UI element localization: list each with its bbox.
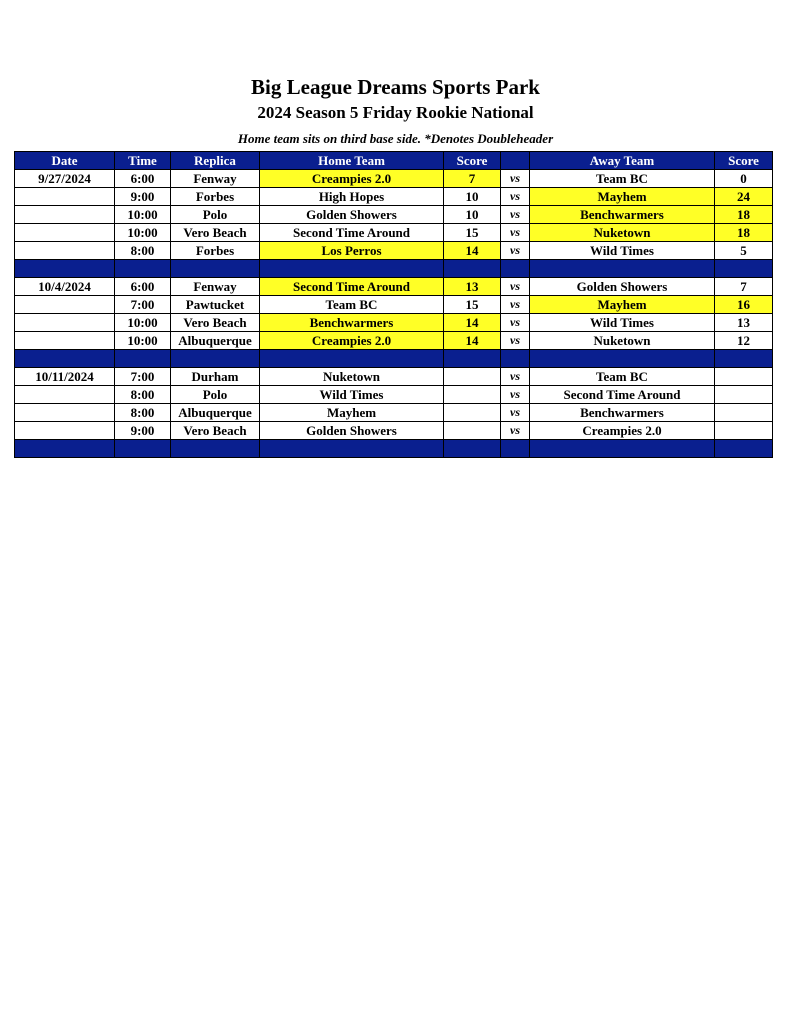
game-row [15, 188, 773, 206]
vs-label: vs [501, 332, 530, 350]
home-team: Creampies 2.0 [260, 332, 444, 350]
away-score [715, 386, 773, 404]
game-time: 8:00 [115, 404, 171, 422]
game-date [15, 296, 115, 314]
game-row [15, 332, 773, 350]
game-replica: Polo [171, 206, 260, 224]
game-time: 7:00 [115, 296, 171, 314]
home-team: Creampies 2.0 [260, 170, 444, 188]
separator-cell [715, 350, 773, 368]
separator-cell [444, 440, 501, 458]
game-time: 10:00 [115, 206, 171, 224]
away-score: 12 [715, 332, 773, 350]
separator-cell [115, 260, 171, 278]
vs-label: vs [501, 170, 530, 188]
game-date [15, 386, 115, 404]
game-row [15, 314, 773, 332]
vs-label: vs [501, 368, 530, 386]
header-home-score: Score [444, 152, 501, 170]
game-date [15, 242, 115, 260]
separator-cell [260, 260, 444, 278]
game-date: 10/4/2024 [15, 278, 115, 296]
page-title: Big League Dreams Sports Park [251, 75, 540, 99]
away-team: Nuketown [530, 224, 715, 242]
vs-label: vs [501, 404, 530, 422]
game-row [15, 422, 773, 440]
header-replica: Replica [171, 152, 260, 170]
vs-label: vs [501, 206, 530, 224]
separator-cell [501, 350, 530, 368]
game-replica: Forbes [171, 188, 260, 206]
home-score: 15 [444, 296, 501, 314]
away-score: 5 [715, 242, 773, 260]
game-date [15, 206, 115, 224]
game-replica: Albuquerque [171, 404, 260, 422]
game-row [15, 224, 773, 242]
away-score: 7 [715, 278, 773, 296]
week-separator-row [15, 440, 773, 458]
game-time: 9:00 [115, 188, 171, 206]
game-replica: Polo [171, 386, 260, 404]
away-team: Nuketown [530, 332, 715, 350]
separator-cell [15, 440, 115, 458]
separator-cell [115, 440, 171, 458]
schedule-body [15, 170, 773, 458]
away-score: 16 [715, 296, 773, 314]
home-score: 14 [444, 314, 501, 332]
home-team: Team BC [260, 296, 444, 314]
separator-cell [15, 260, 115, 278]
game-time: 6:00 [115, 278, 171, 296]
away-score: 24 [715, 188, 773, 206]
home-score [444, 422, 501, 440]
game-time: 10:00 [115, 224, 171, 242]
game-replica: Vero Beach [171, 422, 260, 440]
away-score: 18 [715, 224, 773, 242]
separator-cell [260, 440, 444, 458]
game-replica: Albuquerque [171, 332, 260, 350]
home-score: 14 [444, 242, 501, 260]
separator-cell [715, 260, 773, 278]
home-score: 10 [444, 206, 501, 224]
header-home-team: Home Team [260, 152, 444, 170]
page-subtitle: 2024 Season 5 Friday Rookie National [257, 103, 534, 122]
game-time: 9:00 [115, 422, 171, 440]
game-replica: Pawtucket [171, 296, 260, 314]
game-time: 8:00 [115, 242, 171, 260]
header-row [15, 152, 773, 170]
game-row [15, 368, 773, 386]
separator-cell [115, 350, 171, 368]
game-date [15, 422, 115, 440]
separator-cell [171, 440, 260, 458]
home-score [444, 404, 501, 422]
away-team: Wild Times [530, 242, 715, 260]
home-score [444, 386, 501, 404]
vs-label: vs [501, 386, 530, 404]
home-team: Los Perros [260, 242, 444, 260]
game-date: 10/11/2024 [15, 368, 115, 386]
home-team: Golden Showers [260, 422, 444, 440]
game-date [15, 404, 115, 422]
game-row [15, 242, 773, 260]
away-team: Benchwarmers [530, 206, 715, 224]
away-team: Wild Times [530, 314, 715, 332]
game-date [15, 224, 115, 242]
game-row [15, 278, 773, 296]
home-score: 7 [444, 170, 501, 188]
header-away-score: Score [715, 152, 773, 170]
separator-cell [444, 350, 501, 368]
home-team: High Hopes [260, 188, 444, 206]
game-replica: Vero Beach [171, 224, 260, 242]
game-replica: Durham [171, 368, 260, 386]
game-row [15, 296, 773, 314]
game-replica: Fenway [171, 170, 260, 188]
game-row [15, 206, 773, 224]
away-team: Creampies 2.0 [530, 422, 715, 440]
home-team: Mayhem [260, 404, 444, 422]
separator-cell [15, 350, 115, 368]
vs-label: vs [501, 188, 530, 206]
away-score [715, 368, 773, 386]
away-team: Benchwarmers [530, 404, 715, 422]
away-team: Team BC [530, 368, 715, 386]
vs-label: vs [501, 422, 530, 440]
home-score: 14 [444, 332, 501, 350]
separator-cell [171, 260, 260, 278]
game-time: 7:00 [115, 368, 171, 386]
schedule-table [14, 151, 773, 458]
game-time: 8:00 [115, 386, 171, 404]
game-date [15, 332, 115, 350]
schedule-note: Home team sits on third base side. *Denotes Doubleheader [237, 131, 554, 146]
game-date [15, 314, 115, 332]
week-separator-row [15, 350, 773, 368]
header-time: Time [115, 152, 171, 170]
separator-cell [501, 440, 530, 458]
separator-cell [260, 350, 444, 368]
away-score: 18 [715, 206, 773, 224]
home-team: Wild Times [260, 386, 444, 404]
game-time: 10:00 [115, 314, 171, 332]
separator-cell [501, 260, 530, 278]
away-score [715, 422, 773, 440]
game-row [15, 386, 773, 404]
separator-cell [715, 440, 773, 458]
away-team: Mayhem [530, 296, 715, 314]
home-score: 10 [444, 188, 501, 206]
away-team: Second Time Around [530, 386, 715, 404]
away-score [715, 404, 773, 422]
header-vs [501, 152, 530, 170]
away-team: Team BC [530, 170, 715, 188]
vs-label: vs [501, 314, 530, 332]
game-time: 6:00 [115, 170, 171, 188]
game-replica: Forbes [171, 242, 260, 260]
header-date: Date [15, 152, 115, 170]
week-separator-row [15, 260, 773, 278]
separator-cell [530, 350, 715, 368]
game-row [15, 404, 773, 422]
game-time: 10:00 [115, 332, 171, 350]
home-team: Benchwarmers [260, 314, 444, 332]
away-score: 0 [715, 170, 773, 188]
game-replica: Fenway [171, 278, 260, 296]
separator-cell [171, 350, 260, 368]
home-team: Second Time Around [260, 224, 444, 242]
home-score: 15 [444, 224, 501, 242]
home-score [444, 368, 501, 386]
vs-label: vs [501, 296, 530, 314]
separator-cell [530, 440, 715, 458]
game-replica: Vero Beach [171, 314, 260, 332]
away-team: Golden Showers [530, 278, 715, 296]
home-score: 13 [444, 278, 501, 296]
away-team: Mayhem [530, 188, 715, 206]
vs-label: vs [501, 242, 530, 260]
game-date: 9/27/2024 [15, 170, 115, 188]
game-row [15, 170, 773, 188]
home-team: Second Time Around [260, 278, 444, 296]
home-team: Nuketown [260, 368, 444, 386]
away-score: 13 [715, 314, 773, 332]
vs-label: vs [501, 278, 530, 296]
vs-label: vs [501, 224, 530, 242]
home-team: Golden Showers [260, 206, 444, 224]
separator-cell [530, 260, 715, 278]
separator-cell [444, 260, 501, 278]
game-date [15, 188, 115, 206]
header-away-team: Away Team [530, 152, 715, 170]
